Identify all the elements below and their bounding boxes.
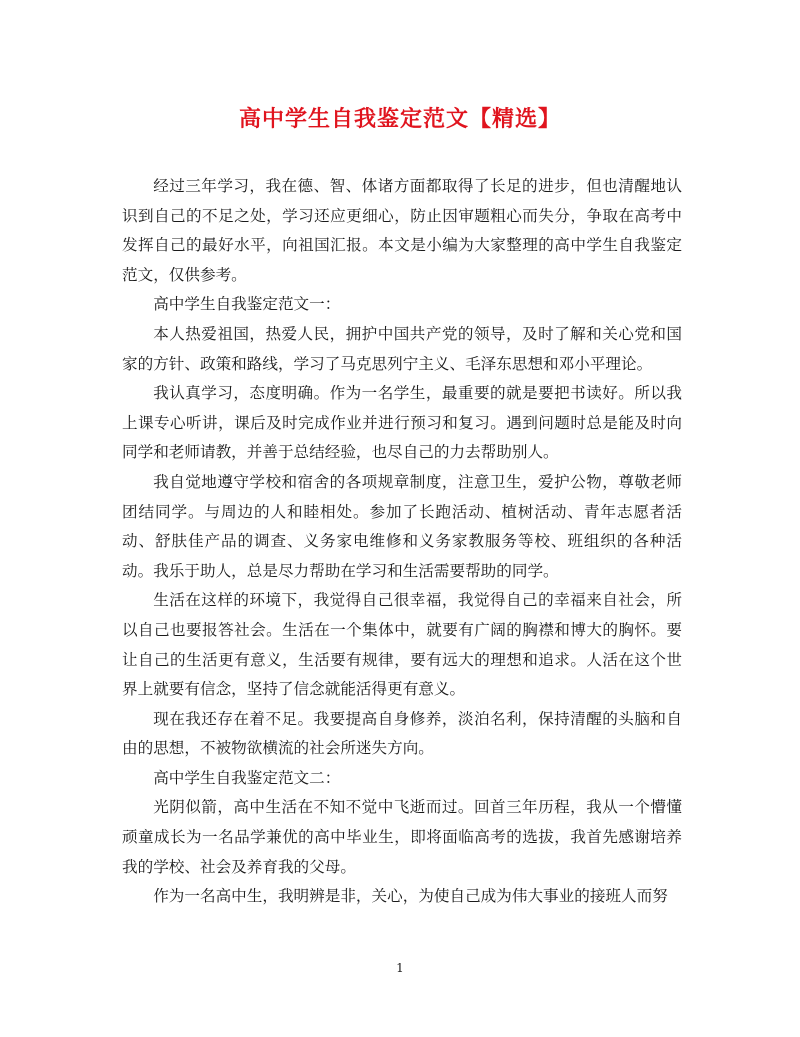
- section-heading-sample-two: 高中学生自我鉴定范文二：: [153, 768, 341, 787]
- paragraph-intro: 经过三年学习，我在德、智、体诸方面都取得了长足的进步，但也清醒地认识到自己的不足之处，学习还应更细心，防止因审题粗心而失分，争取在高考中发挥自己的最好水平，向祖国汇报。本文是小编为大家整理的高中学生自我鉴定范文，仅供参考。: [122, 177, 682, 284]
- document-title: 高中学生自我鉴定范文【精选】: [238, 106, 561, 132]
- document-body: [122, 172, 682, 912]
- paragraph: 光阴似箭，高中生活在不知不觉中飞逝而过。回首三年历程，我从一个懵懂顽童成长为一名品学兼优的高中毕业生，即将面临高考的选拔，我首先感谢培养我的学校、社会及养育我的父母。: [122, 798, 682, 876]
- page-number: 1: [396, 961, 404, 975]
- section-heading-sample-one: 高中学生自我鉴定范文一：: [153, 295, 341, 314]
- paragraph: 我自觉地遵守学校和宿舍的各项规章制度，注意卫生，爱护公物，尊敬老师团结同学。与周边的人和睦相处。参加了长跑活动、植树活动、青年志愿者活动、舒肤佳产品的调查、义务家电维修和义务家教服务等校、班组织的各种活动。我乐于助人，总是尽力帮助在学习和生活需要帮助的同学。: [122, 472, 682, 580]
- paragraph: 现在我还存在着不足。我要提高自身修养，淡泊名利，保持清醒的头脑和自由的思想，不被物欲横流的社会所迷失方向。: [122, 709, 682, 758]
- paragraph: 作为一名高中生，我明辨是非，关心，为使自己成为伟大事业的接班人而努: [153, 887, 668, 906]
- paragraph: 生活在这样的环境下，我觉得自己很幸福，我觉得自己的幸福来自社会，所以自己也要报答社会。生活在一个集体中，就要有广阔的胸襟和博大的胸怀。要让自己的生活更有意义，生活要有规律，要有远大的理想和追求。人活在这个世界上就要有信念，坚持了信念就能活得更有意义。: [122, 591, 682, 699]
- paragraph: 本人热爱祖国，热爱人民，拥护中国共产党的领导，及时了解和关心党和国家的方针、政策和路线，学习了马克思列宁主义、毛泽东思想和邓小平理论。: [122, 324, 682, 373]
- paragraph: 我认真学习，态度明确。作为一名学生，最重要的就是要把书读好。所以我上课专心听讲，课后及时完成作业并进行预习和复习。遇到问题时总是能及时向同学和老师请教，并善于总结经验，也尽自己的力去帮助别人。: [122, 384, 682, 462]
